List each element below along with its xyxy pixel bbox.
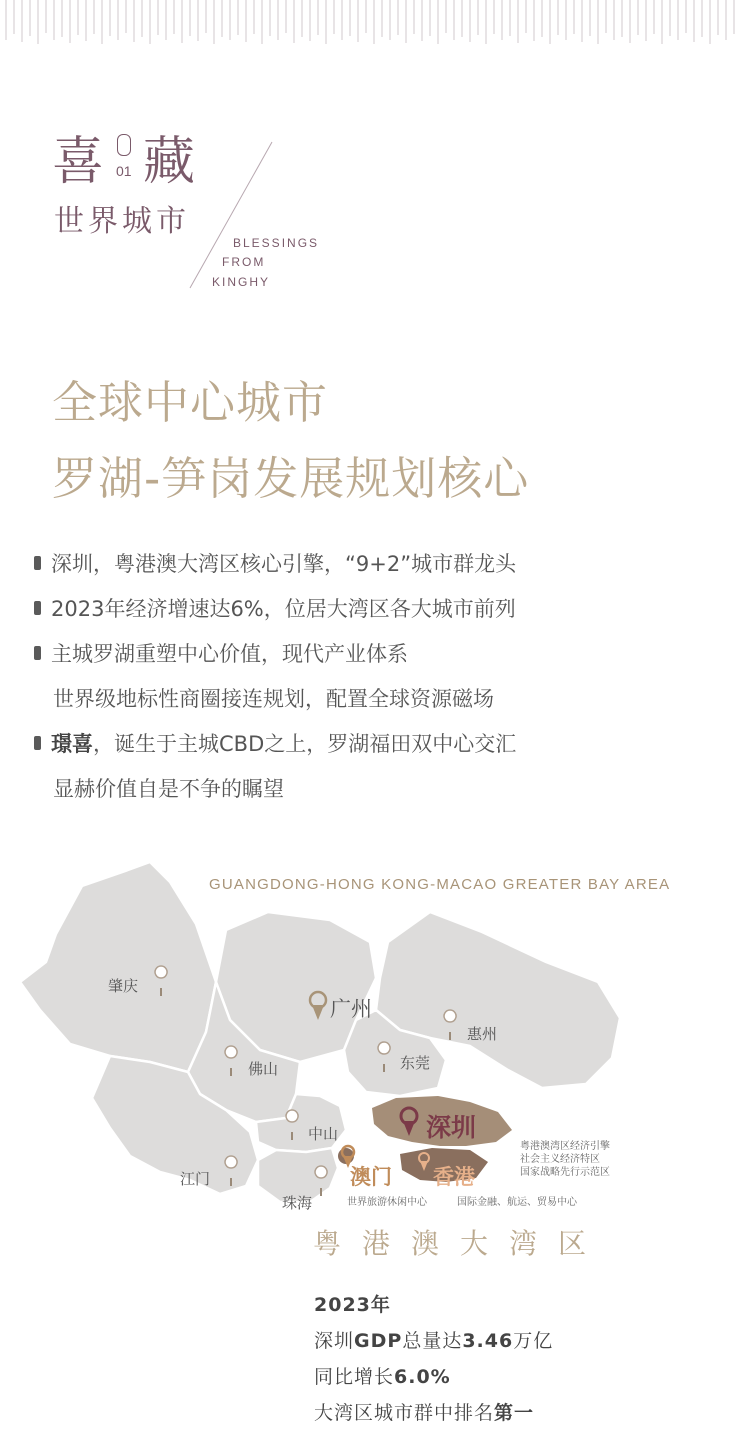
pin-icon-dongguan xyxy=(378,1042,390,1054)
stat-growth xyxy=(314,1362,451,1389)
city-label-jiangmen: 江门 xyxy=(180,1170,211,1188)
bullet-text: ，诞生于主城CBD之上，罗湖福田双中心交汇 xyxy=(93,732,517,756)
title-char-xi: 喜 xyxy=(52,132,105,192)
city-label-huizhou: 惠州 xyxy=(467,1025,498,1043)
headline-line-2: 罗湖-笋岗发展规划核心 xyxy=(52,452,530,505)
city-label-foshan: 佛山 xyxy=(248,1060,279,1078)
pin-icon-zhuhai xyxy=(315,1166,327,1178)
city-label-guangzhou: 广州 xyxy=(330,997,372,1021)
section-number: 01 xyxy=(116,163,132,179)
bullet-bold-prefix: 璟喜 xyxy=(51,732,93,756)
city-label-dongguan: 东莞 xyxy=(400,1054,431,1072)
stat-year: 2023年 xyxy=(314,1294,391,1316)
bay-area-map xyxy=(0,850,740,1280)
stat-gdp-label: GDP xyxy=(354,1330,403,1352)
bullet-text: 主城罗湖重塑中心价值，现代产业体系 xyxy=(51,642,408,666)
stat-gdp-unit: 万亿 xyxy=(513,1330,554,1352)
city-label-macau: 澳门 xyxy=(350,1165,392,1189)
map-title-cn: 粤港澳大湾区 xyxy=(313,1227,608,1260)
stat-rank xyxy=(314,1398,534,1425)
stat-gdp-value: 3.46 xyxy=(462,1330,514,1352)
bullet-icon xyxy=(34,556,41,570)
stat-gdp-prefix: 深圳 xyxy=(314,1330,355,1352)
bullet-item xyxy=(34,548,516,578)
stat-rank-prefix: 大湾区城市群中排名 xyxy=(314,1402,495,1424)
headline-line-1: 全球中心城市 xyxy=(52,376,329,429)
stat-growth-prefix: 同比增长 xyxy=(314,1366,395,1388)
bullet-item xyxy=(34,728,516,758)
macau-note: 世界旅游休闲中心 xyxy=(347,1197,427,1208)
bullet-continuation: 显赫价值自是不争的瞩望 xyxy=(53,777,284,801)
stat-rank-value: 第一 xyxy=(494,1402,535,1424)
hongkong-note: 国际金融、航运、贸易中心 xyxy=(457,1197,577,1208)
city-label-zhongshan: 中山 xyxy=(308,1125,339,1143)
bullet-item xyxy=(34,638,408,668)
blessings-line-1: BLESSINGS xyxy=(233,236,320,250)
stat-gdp xyxy=(314,1326,553,1353)
blessings-line-3: KINGHY xyxy=(212,275,271,289)
bullet-item xyxy=(34,593,516,623)
decorative-fringe xyxy=(0,0,740,48)
bullet-text: 深圳，粤港澳大湾区核心引擎，“9+2”城市群龙头 xyxy=(51,552,517,576)
bullet-icon xyxy=(34,736,41,750)
shenzhen-note-2: 社会主义经济特区 xyxy=(520,1154,600,1165)
region-zhaoqing xyxy=(20,862,216,1072)
bullet-icon xyxy=(34,646,41,660)
shenzhen-note-3: 国家战略先行示范区 xyxy=(520,1167,610,1178)
city-label-hongkong: 香港 xyxy=(433,1165,475,1189)
pin-icon-zhaoqing xyxy=(155,966,167,978)
pin-icon-jiangmen xyxy=(225,1156,237,1168)
shenzhen-note-1: 粤港澳湾区经济引擎 xyxy=(520,1141,610,1152)
stat-gdp-mid: 总量达 xyxy=(402,1330,463,1352)
bullet-continuation: 世界级地标性商圈接连规划，配置全球资源磁场 xyxy=(53,687,494,711)
city-label-shenzhen: 深圳 xyxy=(426,1113,477,1142)
title-char-cang: 藏 xyxy=(143,132,196,192)
bullet-text: 2023年经济增速达6%，位居大湾区各大城市前列 xyxy=(51,597,516,621)
city-label-zhaoqing: 肇庆 xyxy=(108,977,139,995)
section-subtitle: 世界城市 xyxy=(54,204,190,239)
map-title-en: GUANGDONG-HONG KONG-MACAO GREATER BAY AREA xyxy=(209,876,671,893)
pin-icon-zhongshan xyxy=(286,1110,298,1122)
pin-icon-foshan xyxy=(225,1046,237,1058)
bullet-icon xyxy=(34,601,41,615)
seal-icon xyxy=(117,134,131,156)
city-label-zhuhai: 珠海 xyxy=(282,1194,313,1212)
pin-icon-huizhou xyxy=(444,1010,456,1022)
blessings-line-2: FROM xyxy=(222,255,266,269)
stat-growth-value: 6.0% xyxy=(394,1366,451,1388)
